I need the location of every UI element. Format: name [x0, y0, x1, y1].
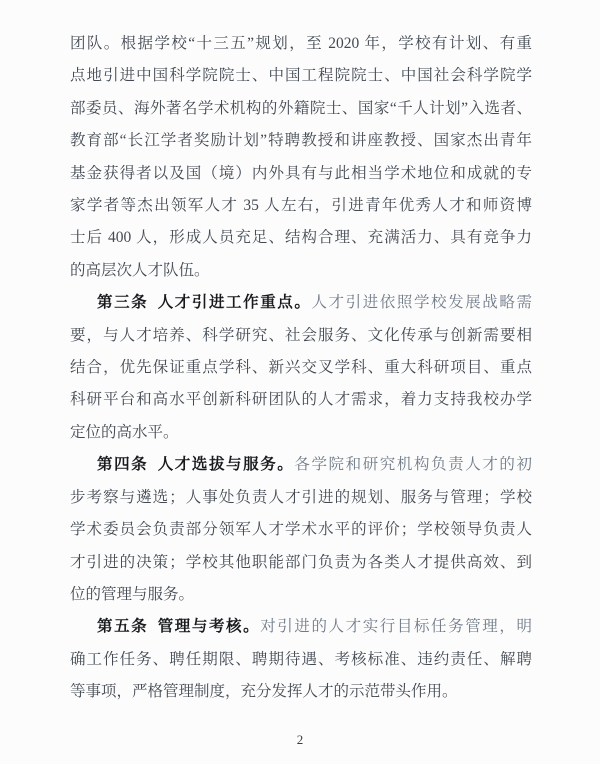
text-line	[70, 514, 532, 546]
paragraph	[70, 287, 532, 449]
article-heading: 第五条 管理与考核。	[97, 618, 261, 636]
text-line	[70, 384, 532, 416]
page-number: 2	[296, 732, 304, 747]
body-text-run: 点地引进中国科学院院士、中国工程院院士、中国社会科学院学	[70, 67, 532, 85]
text-line	[70, 28, 532, 60]
text-line	[70, 320, 532, 352]
text-line	[70, 352, 532, 384]
body-text-run: 士后 400 人，形成人员充足、结构合理、充满活力、具有竞争力	[70, 229, 532, 247]
body-text-run: 对引进的人才实行目标任务管理，明	[260, 618, 532, 636]
paragraph	[70, 611, 532, 708]
text-line	[70, 60, 532, 92]
body-text-run: 各学院和研究机构负责人才的初	[294, 456, 532, 474]
text-line	[70, 449, 532, 481]
article-heading: 第三条 人才引进工作重点。	[97, 294, 312, 312]
text-block	[70, 28, 532, 709]
body-text-run: 部委员、海外著名学术机构的外籍院士、国家“千人计划”入选者、	[70, 99, 532, 117]
body-text-run: 科研平台和高水平创新科研团队的人才需求，着力支持我校办学	[70, 391, 532, 409]
text-line	[70, 222, 532, 254]
body-text-run: 家学者等杰出领军人才 35 人左右，引进青年优秀人才和师资博	[70, 197, 532, 215]
body-text-run: 步考察与遴选；人事处负责人才引进的规划、服务与管理；学校	[70, 488, 532, 506]
text-line	[70, 417, 532, 449]
body-text-run: 基金获得者以及国（境）内外具有与此相当学术地位和成就的专	[70, 164, 532, 182]
text-line	[70, 190, 532, 222]
body-text-run: 结合，优先保证重点学科、新兴交叉学科、重大科研项目、重点	[70, 359, 532, 377]
text-line	[70, 287, 532, 319]
article-heading: 第四条 人才选拔与服务。	[97, 456, 295, 474]
text-line	[70, 482, 532, 514]
body-text-run: 教育部“长江学者奖励计划”特聘教授和讲座教授、国家杰出青年	[70, 132, 532, 150]
body-text-run: 确工作任务、聘任期限、聘期待遇、考核标准、违约责任、解聘	[70, 650, 532, 668]
text-line	[70, 125, 532, 157]
text-line	[70, 579, 532, 611]
body-text-run: 的高层次人才队伍。	[70, 261, 210, 279]
text-line	[70, 93, 532, 125]
paragraph	[70, 28, 532, 287]
text-line	[70, 644, 532, 676]
text-line	[70, 158, 532, 190]
text-line	[70, 611, 532, 643]
paragraph	[70, 449, 532, 611]
body-text-run: 团队。根据学校“十三五”规划，至 2020 年，学校有计划、有重	[70, 35, 532, 52]
text-line	[70, 547, 532, 579]
body-text-run: 定位的高水平。	[70, 423, 179, 441]
body-text-run: 位的管理与服务。	[70, 585, 195, 603]
body-text-run: 学术委员会负责部分领军人才学术水平的评价；学校领导负责人	[70, 521, 532, 539]
body-text-run: 要，与人才培养、科学研究、社会服务、文化传承与创新需要相	[70, 326, 532, 344]
body-text-run: 人才引进依照学校发展战略需	[311, 294, 532, 312]
text-line	[70, 676, 532, 708]
body-text-run: 等事项，严格管理制度，充分发挥人才的示范带头作用。	[70, 683, 458, 701]
body-text-run: 才引进的决策；学校其他职能部门负责为各类人才提供高效、到	[70, 553, 532, 571]
text-line	[70, 255, 532, 287]
